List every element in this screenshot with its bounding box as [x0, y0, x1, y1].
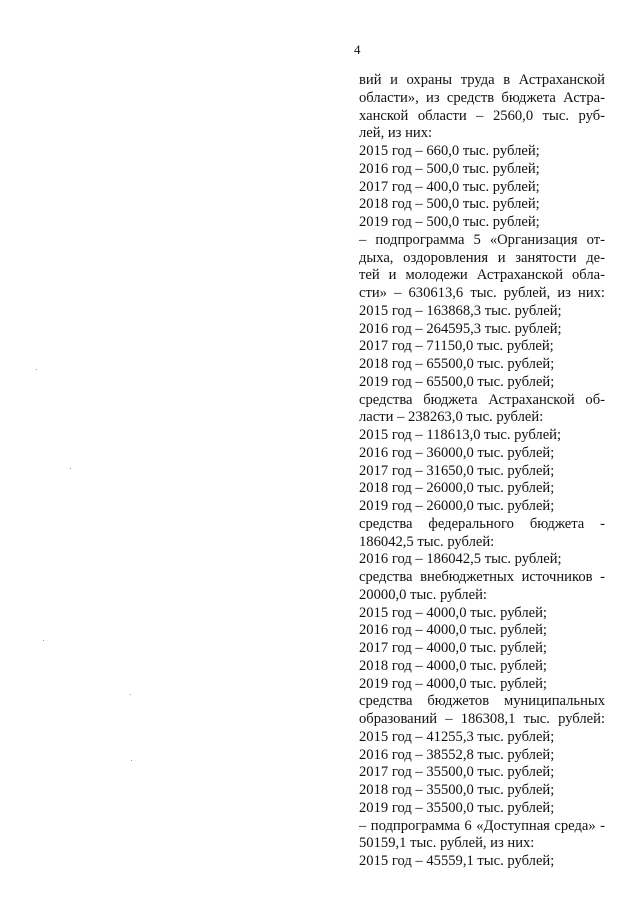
text-line: 2016 год – 186042,5 тыс. рублей; [359, 551, 562, 568]
text-line: 2016 год – 36000,0 тыс. рублей; [359, 444, 555, 461]
text-line: лей, из них: [359, 125, 433, 142]
text-line: 2017 год – 400,0 тыс. рублей; [359, 178, 540, 195]
text-line: 2017 год – 31650,0 тыс. рублей; [359, 462, 555, 479]
text-line: 2016 год – 4000,0 тыс. рублей; [359, 622, 547, 639]
text-line: тей и молодежи Астраханской обла- [359, 267, 605, 284]
text-line: ханской области – 2560,0 тыс. руб- [359, 107, 605, 124]
text-line: 2018 год – 500,0 тыс. рублей; [359, 196, 540, 213]
text-line: 2018 год – 35500,0 тыс. рублей; [359, 782, 555, 798]
text-line: 2016 год – 500,0 тыс. рублей; [359, 160, 540, 177]
text-line: 2019 год – 35500,0 тыс. рублей; [359, 799, 555, 816]
text-line: 2016 год – 38552,8 тыс. рублей; [359, 746, 555, 763]
text-line: вий и охраны труда в Астраханской [359, 72, 605, 88]
page-number: 4 [354, 42, 361, 57]
text-line: 2019 год – 26000,0 тыс. рублей; [359, 498, 555, 514]
text-line: средства федерального бюджета - [359, 515, 605, 532]
text-line: 2019 год – 65500,0 тыс. рублей; [359, 373, 555, 390]
scan-speck [130, 694, 131, 695]
text-line: 2017 год – 4000,0 тыс. рублей; [359, 640, 547, 656]
text-line: 2019 год – 4000,0 тыс. рублей; [359, 675, 547, 692]
text-line: – подпрограмма 5 «Организация от- [359, 231, 605, 248]
text-line: 2017 год – 35500,0 тыс. рублей; [359, 764, 555, 781]
text-line: 2015 год – 4000,0 тыс. рублей; [359, 604, 547, 621]
text-line: 2018 год – 26000,0 тыс. рублей; [359, 480, 555, 497]
text-line: 2019 год – 500,0 тыс. рублей; [359, 214, 540, 230]
text-line: 2015 год – 118613,0 тыс. рублей; [359, 427, 562, 443]
text-line: сти» – 630613,6 тыс. рублей, из них: [359, 285, 605, 301]
text-line: 186042,5 тыс. рублей: [359, 533, 495, 550]
text-line: 2015 год – 41255,3 тыс. рублей; [359, 728, 555, 745]
text-line: 2015 год – 660,0 тыс. рублей; [359, 143, 540, 159]
text-line: 2018 год – 65500,0 тыс. рублей; [359, 356, 555, 372]
text-line: 50159,1 тыс. рублей, из них: [359, 835, 535, 852]
scan-speck [131, 760, 132, 761]
text-line: 2015 год – 45559,1 тыс. рублей; [359, 853, 555, 869]
text-line: средства бюджета Астраханской об- [359, 391, 605, 408]
scan-speck [36, 369, 37, 370]
text-line: средства внебюджетных источников - [359, 569, 605, 585]
text-line: дыха, оздоровления и занятости де- [359, 249, 605, 266]
document-text-column [359, 72, 605, 871]
text-line: 2018 год – 4000,0 тыс. рублей; [359, 657, 547, 674]
text-line: средства бюджетов муниципальных [359, 693, 605, 710]
text-line: – подпрограмма 6 «Доступная среда» - [359, 817, 605, 834]
scan-speck [70, 468, 71, 469]
text-line: образований – 186308,1 тыс. рублей: [359, 711, 605, 727]
text-line: 20000,0 тыс. рублей: [359, 586, 487, 603]
text-line: 2017 год – 71150,0 тыс. рублей; [359, 338, 554, 355]
text-line: 2016 год – 264595,3 тыс. рублей; [359, 320, 562, 337]
text-line: области», из средств бюджета Астра- [359, 89, 605, 106]
scan-speck [43, 640, 44, 641]
text-line: ласти – 238263,0 тыс. рублей: [359, 409, 544, 426]
text-line: 2015 год – 163868,3 тыс. рублей; [359, 302, 562, 319]
